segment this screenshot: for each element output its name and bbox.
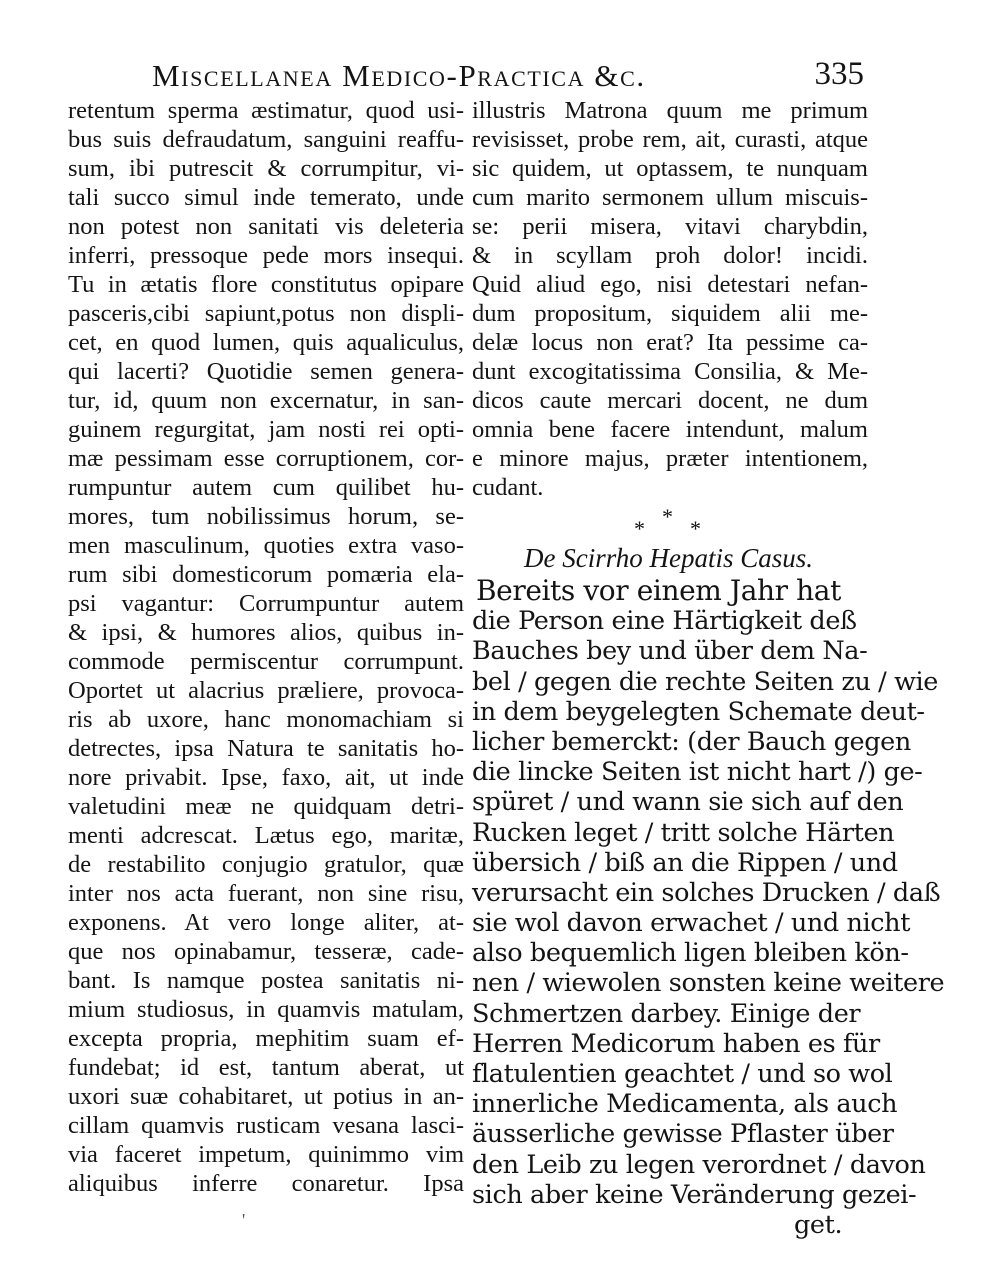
stray-mark: ' — [242, 1210, 246, 1230]
text-line: Herren Medicorum haben es für — [472, 1028, 880, 1059]
text-line: valetudini meæ ne quidquam detri- — [68, 793, 464, 820]
text-line: nen / wiewolen sonsten keine weitere — [472, 968, 945, 999]
text-line: get. — [794, 1209, 843, 1240]
text-line: rum sibi domesticorum pomæria ela- — [68, 561, 464, 588]
text-line: delæ locus non erat? Ita pessime ca- — [472, 329, 868, 356]
text-line: die Person eine Härtigkeit deß — [472, 606, 857, 637]
text-line: guinem regurgitat, jam nosti rei opti- — [68, 416, 464, 443]
text-line: tali succo simul inde temerato, unde — [68, 184, 464, 211]
text-line: spüret / und wann sie sich auf den — [472, 787, 904, 818]
page-number: 335 — [814, 56, 864, 92]
page-header — [152, 58, 864, 98]
text-line: den Leib zu legen verordnet / davon — [472, 1149, 926, 1180]
text-line: revisisset, probe rem, ait, curasti, atque — [472, 126, 868, 153]
text-line: sic quidem, ut optassem, te nunquam — [472, 155, 868, 182]
text-line: sich aber keine Veränderung gezei- — [472, 1179, 917, 1210]
text-line: exponens. At vero longe aliter, at- — [68, 909, 464, 936]
asterism-star: * — [662, 504, 673, 529]
text-line: se: perii misera, vitavi charybdin, — [472, 213, 868, 240]
text-line: que nos opinabamur, tesseræ, cade- — [68, 938, 464, 965]
text-line: e minore majus, præter intentionem, — [472, 445, 868, 472]
text-line: übersich / biß an die Rippen / und — [472, 847, 898, 878]
text-line: mæ pessimam esse corruptionem, cor- — [68, 445, 464, 472]
text-line: tur, id, quum non excernatur, in san- — [68, 387, 464, 414]
text-line: men masculinum, quoties extra vaso- — [68, 532, 464, 559]
text-line: fundebat; id est, tantum aberat, ut — [68, 1054, 464, 1081]
text-line: die lincke Seiten ist nicht hart /) ge- — [472, 757, 923, 788]
section-heading: De Scirrho Hepatis Casus. — [524, 543, 814, 573]
text-line: via faceret impetum, quinimmo vim — [68, 1141, 464, 1168]
text-line: detrectes, ipsa Natura te sanitatis ho- — [68, 735, 464, 762]
running-head: Miscellanea Medico-Practica &c. — [152, 58, 646, 93]
text-line: inter nos acta fuerant, non sine risu, — [68, 880, 464, 907]
text-line: Rucken leget / tritt solche Härten — [472, 817, 895, 848]
text-line: psi vagantur: Corrumpuntur autem — [68, 590, 464, 617]
text-line: uxori suæ cohabitaret, ut potius in an- — [68, 1083, 464, 1110]
text-line: cudant. — [472, 474, 544, 501]
text-line: bus suis defraudatum, sanguini reaffu- — [68, 126, 464, 153]
text-line: verursacht ein solches Drucken / daß — [472, 877, 941, 908]
text-line: mores, tum nobilissimus horum, se- — [68, 503, 464, 530]
text-line: Quid aliud ego, nisi detestari nefan- — [472, 271, 868, 298]
text-line: äusserliche gewisse Pflaster über — [472, 1119, 894, 1150]
text-line: Schmertzen darbey. Einige der — [472, 998, 861, 1029]
asterism-star: * — [690, 516, 701, 541]
text-line: rumpuntur autem cum quilibet hu- — [68, 474, 464, 501]
text-line: ris ab uxore, hanc monomachiam si — [68, 706, 464, 733]
text-line: pasceris,cibi sapiunt,potus non displi- — [68, 300, 464, 327]
text-line: de restabilito conjugio gratulor, quæ — [68, 851, 464, 878]
text-line: Bereits vor einem Jahr hat — [476, 574, 841, 607]
right-column — [472, 96, 945, 1240]
text-line: in dem beygelegten Schemate deut- — [472, 696, 925, 727]
text-line: nore privabit. Ipse, faxo, ait, ut inde — [68, 764, 464, 791]
text-line: & in scyllam proh dolor! incidi. — [472, 242, 868, 269]
text-line: cillam quamvis rusticam vesana lasci- — [68, 1112, 464, 1139]
text-line: menti adcrescat. Lætus ego, maritæ, — [68, 822, 464, 849]
text-line: retentum sperma æstimatur, quod usi- — [68, 97, 464, 124]
text-line: also bequemlich ligen bleiben kön- — [472, 938, 909, 969]
text-line: Bauches bey und über dem Na- — [472, 636, 868, 667]
text-line: bel / gegen die rechte Seiten zu / wie — [472, 666, 938, 697]
text-line: sie wol davon erwachet / und nicht — [472, 908, 911, 939]
text-line: inferri, pressoque pede mors insequi. — [68, 242, 464, 269]
text-line: mium studiosus, in quamvis matulam, — [68, 996, 464, 1023]
text-line: cum marito sermonem ullum miscuis- — [472, 184, 868, 211]
text-line: dunt excogitatissima Consilia, & Me- — [472, 358, 868, 385]
text-line: flatulentien geachtet / und so wol — [472, 1059, 893, 1089]
text-line: innerliche Medicamenta, als auch — [472, 1089, 898, 1120]
text-line: qui lacerti? Quotidie semen genera- — [68, 358, 464, 385]
text-line: aliquibus inferre conaretur. Ipsa — [68, 1170, 464, 1197]
text-line: Oportet ut alacrius præliere, provoca- — [68, 677, 464, 704]
asterism-star: * — [634, 516, 645, 541]
text-line: excepta propria, mephitim suam ef- — [68, 1025, 464, 1052]
text-line: & ipsi, & humores alios, quibus in- — [68, 619, 464, 646]
text-line: bant. Is namque postea sanitatis ni- — [68, 967, 464, 994]
text-line: non potest non sanitati vis deleteria — [68, 213, 464, 240]
text-line: dum propositum, siquidem alii me- — [472, 300, 868, 327]
text-line: Tu in ætatis flore constitutus opipare — [68, 271, 464, 298]
text-line: dicos caute mercari docent, ne dum — [472, 387, 868, 414]
text-line: sum, ibi putrescit & corrumpitur, vi- — [68, 155, 464, 182]
text-line: illustris Matrona quum me primum — [472, 97, 868, 124]
text-line: licher bemerckt: (der Bauch gegen — [472, 726, 911, 757]
german-text-block — [472, 574, 945, 1240]
text-line: cet, en quod lumen, quis aqualiculus, — [68, 329, 464, 356]
latin-text-block — [472, 96, 868, 502]
text-line: commode permiscentur corrumpunt. — [68, 648, 464, 675]
left-column — [68, 96, 464, 1198]
asterism — [472, 506, 868, 540]
text-line: omnia bene facere intendunt, malum — [472, 416, 868, 443]
